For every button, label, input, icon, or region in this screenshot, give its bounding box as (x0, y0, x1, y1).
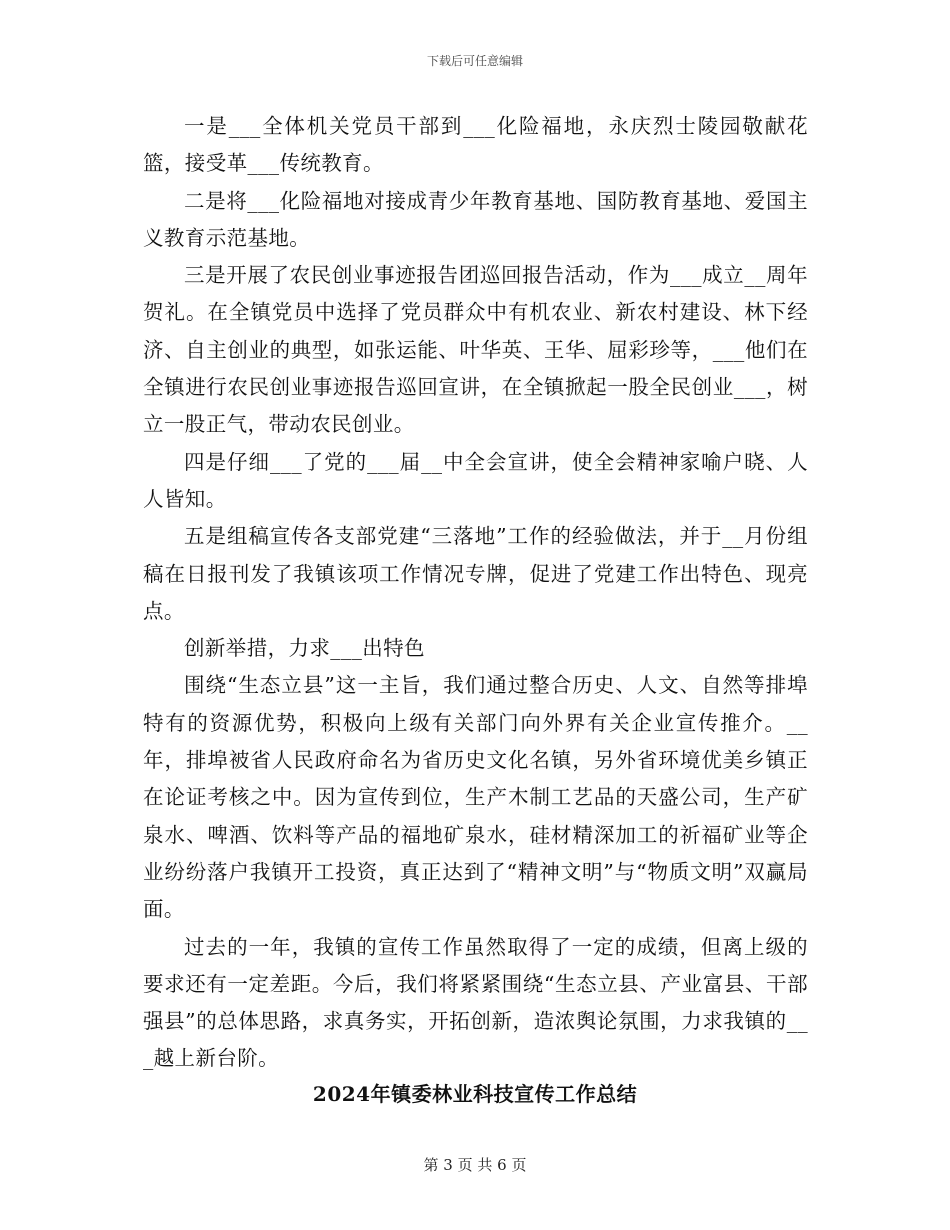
paragraph-3: 三是开展了农民创业事迹报告团巡回报告活动，作为___成立__周年贺礼。在全镇党员中选择了党员群众中有机农业、新农村建设、林下经济、自主创业的典型，如张运能、叶华英、王华、屈彩珍等，___他们在全镇进行农民创业事迹报告巡回宣讲，在全镇掀起一股全民创业___，树立一股正气，带动农民创业。 (143, 263, 808, 437)
document-body (143, 108, 808, 1078)
paragraph-7: 过去的一年，我镇的宣传工作虽然取得了一定的成绩，但离上级的要求还有一定差距。今后，我们将紧紧围绕“生态立县、产业富县、干部强县”的总体思路，求真务实，开拓创新，造浓舆论氛围，力求我镇的___越上新台阶。 (143, 934, 808, 1071)
paragraph-5: 五是组稿宣传各支部党建“三落地”工作的经验做法，并于__月份组稿在日报刊发了我镇该项工作情况专牌，促进了党建工作出特色、现亮点。 (143, 524, 808, 623)
page-footer: 第 3 页 共 6 页 (423, 1156, 527, 1174)
paragraph-1: 一是___全体机关党员干部到___化险福地，永庆烈士陵园敬献花篮，接受革___传统教育。 (143, 114, 808, 176)
section-heading: 创新举措，力求___出特色 (184, 636, 425, 661)
document-title: 2024年镇委林业科技宣传工作总结 (312, 1082, 638, 1106)
page-header: 下载后可任意编辑 (426, 54, 523, 68)
paragraph-4: 四是仔细___了党的___届__中全会宣讲，使全会精神家喻户晓、人人皆知。 (143, 449, 808, 511)
paragraph-6: 围绕“生态立县”这一主旨，我们通过整合历史、人文、自然等排埠特有的资源优势，积极向上级有关部门向外界有关企业宣传推介。__年，排埠被省人民政府命名为省历史文化名镇，另外省环境优美乡镇正在论证考核之中。因为宣传到位，生产木制工艺品的天盛公司，生产矿泉水、啤酒、饮料等产品的福地矿泉水，硅材精深加工的祈福矿业等企业纷纷落户我镇开工投资，真正达到了“精神文明”与“物质文明”双赢局面。 (143, 673, 808, 922)
paragraph-2: 二是将___化险福地对接成青少年教育基地、国防教育基地、爱国主义教育示范基地。 (143, 188, 808, 250)
